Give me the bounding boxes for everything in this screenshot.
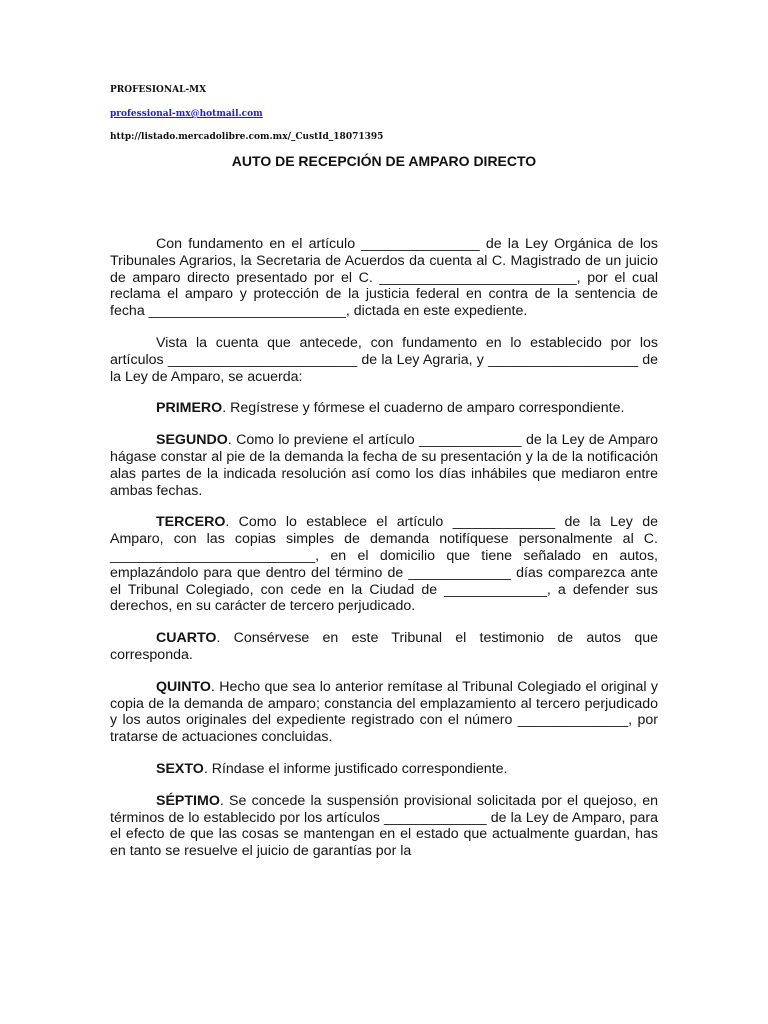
paragraph-label: SÉPTIMO xyxy=(156,792,220,809)
author-name: PROFESIONAL-MX xyxy=(110,85,207,95)
paragraph-sexto xyxy=(110,761,658,778)
paragraph-text: . Hecho que sea lo anterior remítase al Tribunal Colegiado el original y copia de la demanda de amparo; constancia del emplazamiento al tercero perjudicado y los autos originales del expediente registrado con el número ______________, por tratarse de actuaciones concluidas. xyxy=(110,678,658,746)
paragraph-quinto xyxy=(110,679,658,746)
paragraph-label: SEGUNDO xyxy=(156,432,228,449)
paragraph-primero xyxy=(110,400,658,417)
author-url: http://listado.mercadolibre.com.mx/_CustId_18071395 xyxy=(110,132,384,142)
paragraph-text: . Ríndase el informe justificado correspondiente. xyxy=(203,760,508,777)
author-email-link[interactable]: professional-mx@hotmail.com xyxy=(110,109,263,119)
paragraph-label: CUARTO xyxy=(156,630,217,647)
document-body xyxy=(110,236,658,875)
paragraph-text: . Consérvese en este Tribunal el testimonio de autos que corresponda. xyxy=(110,630,658,663)
paragraph-cuenta xyxy=(110,335,658,385)
paragraph-intro xyxy=(110,236,658,320)
document-title: AUTO DE RECEPCIÓN DE AMPARO DIRECTO xyxy=(231,153,537,169)
paragraph-text: . Regístrese y fórmese el cuaderno de amparo correspondiente. xyxy=(222,400,625,417)
paragraph-text: . Como lo establece el artículo _____________ de la Ley de Amparo, con las copias simples de demanda notifíquese personalmente al C. __________________________, en el domicilio que tiene señalado en autos, emplazándolo para que dentro del término de _____________ días comparezca ante el Tribunal Colegiado, con cede en la Ciudad de _____________, a defender sus derechos, en su carácter de tercero perjudicado. xyxy=(110,514,658,615)
paragraph-text: Con fundamento en el artículo _______________ de la Ley Orgánica de los Tribunales Agrarios, la Secretaria de Acuerdos da cuenta al C. Magistrado de un juicio de amparo directo presentado por el C. _________________________, por el cual reclama el amparo y protección de la justicia federal en contra de la sentencia de fecha _________________________, dictada en este expediente. xyxy=(110,236,658,320)
paragraph-label: PRIMERO xyxy=(156,400,223,417)
paragraph-cuarto xyxy=(110,630,658,664)
paragraph-tercero xyxy=(110,514,658,615)
paragraph-text: . Como lo previene el artículo _____________ de la Ley de Amparo hágase constar al pie de la demanda la fecha de su presentación y la de la notificación alas partes de la indicada resolución así como los días inhábiles que mediaron entre ambas fechas. xyxy=(110,432,658,499)
paragraph-segundo xyxy=(110,432,658,499)
paragraph-label: SEXTO xyxy=(156,760,204,777)
paragraph-label: QUINTO xyxy=(156,678,211,695)
paragraph-text: . Se concede la suspensión provisional solicitada por el quejoso, en términos de lo establecido por los artículos _____________ de la Ley de Amparo, para el efecto de que las cosas se mantengan en el estado que actualmente guardan, has en tanto se resuelve el juicio de garantías por la xyxy=(110,792,658,860)
paragraph-label: TERCERO xyxy=(156,514,226,531)
paragraph-text: Vista la cuenta que antecede, con fundamento en lo establecido por los artículos ________________________ de la Ley Agraria, y ___________________ de la Ley de Amparo, se acuerda: xyxy=(110,334,658,385)
paragraph-septimo xyxy=(110,793,658,860)
